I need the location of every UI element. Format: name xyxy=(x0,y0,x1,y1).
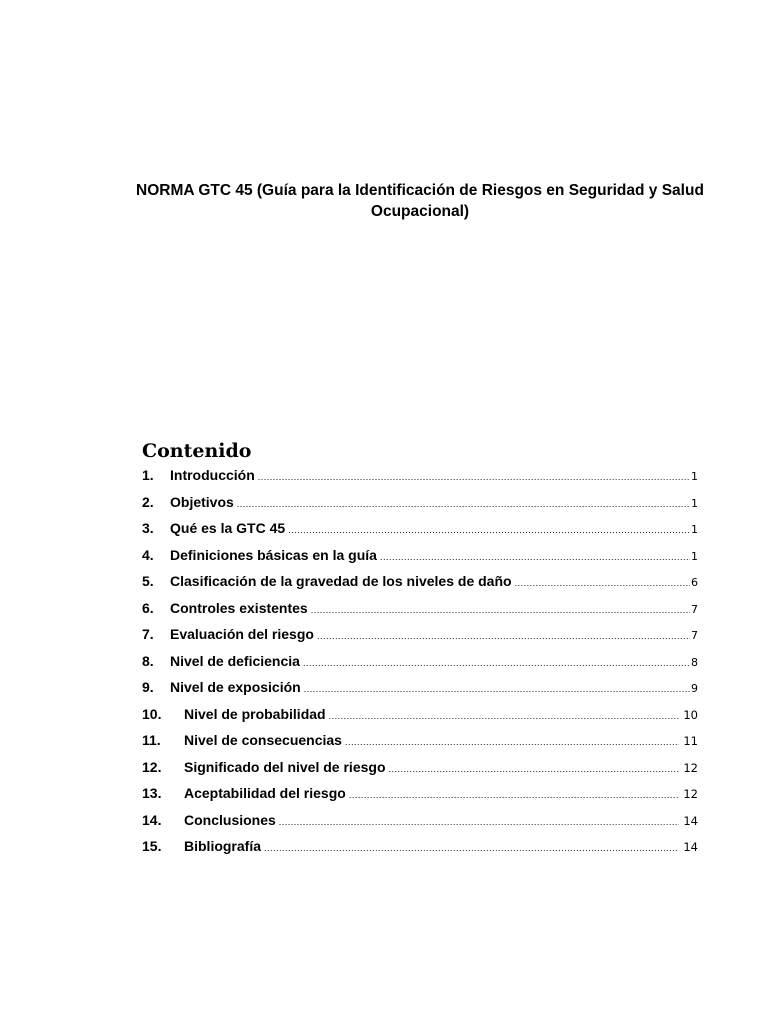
toc-entry-evaluacion[interactable] xyxy=(142,621,698,648)
toc-entry-label[interactable]: Nivel de exposición xyxy=(170,679,301,695)
toc-entry-que-es-gtc45[interactable] xyxy=(142,515,698,542)
toc-entry-probabilidad[interactable] xyxy=(142,701,698,728)
toc-entry-page: 9 xyxy=(691,682,698,695)
toc-entry-number: 11. xyxy=(142,732,161,748)
toc-entry-page: 12 xyxy=(683,787,698,801)
toc-entry-page: 1 xyxy=(691,496,698,510)
toc-entry-number: 5. xyxy=(142,573,154,589)
toc-entry-label[interactable]: Nivel de consecuencias xyxy=(184,732,342,748)
toc-entry-number: 4. xyxy=(142,546,154,563)
toc-entry-number: 13. xyxy=(142,785,162,801)
toc-entry-label[interactable]: Aceptabilidad del riesgo xyxy=(184,785,346,801)
toc-entry-number: 15. xyxy=(142,838,162,854)
toc-entry-number: 2. xyxy=(142,493,154,510)
toc-entry-label[interactable]: Controles existentes xyxy=(170,599,308,616)
toc-entry-number: 14. xyxy=(142,811,162,828)
toc-entry-definiciones[interactable] xyxy=(142,542,698,569)
toc-entry-introduccion[interactable] xyxy=(142,462,698,489)
toc-entry-label[interactable]: Qué es la GTC 45 xyxy=(170,520,286,536)
dot-leader xyxy=(304,676,690,703)
toc-entry-page: 7 xyxy=(691,629,698,642)
dot-leader xyxy=(515,570,690,597)
dot-leader xyxy=(288,517,690,544)
dot-leader xyxy=(389,756,680,783)
toc-entry-label[interactable]: Nivel de deficiencia xyxy=(170,652,300,669)
dot-leader xyxy=(258,464,690,491)
toc-entry-label[interactable]: Bibliografía xyxy=(184,838,262,854)
toc-entry-consecuencias[interactable] xyxy=(142,727,698,754)
toc-entry-page: 1 xyxy=(691,523,698,536)
toc-entry-significado[interactable] xyxy=(142,754,698,781)
toc-entry-page: 14 xyxy=(683,813,698,828)
dot-leader xyxy=(329,703,680,730)
toc-entry-page: 8 xyxy=(691,655,698,669)
dot-leader xyxy=(349,782,680,809)
dot-leader xyxy=(311,597,690,624)
toc-entry-label[interactable]: Evaluación del riesgo xyxy=(170,626,314,642)
toc-entry-page: 7 xyxy=(691,602,698,616)
dot-leader xyxy=(303,650,690,677)
toc-entry-objetivos[interactable] xyxy=(142,489,698,516)
toc-entry-conclusiones[interactable] xyxy=(142,807,698,834)
toc-entry-page: 14 xyxy=(683,840,698,854)
toc-entry-number: 3. xyxy=(142,520,154,536)
toc-entry-number: 12. xyxy=(142,758,162,775)
toc-entry-page: 1 xyxy=(691,470,698,483)
table-of-contents xyxy=(142,462,698,860)
toc-entry-label[interactable]: Objetivos xyxy=(170,493,234,510)
toc-entry-exposicion[interactable] xyxy=(142,674,698,701)
toc-entry-label[interactable]: Nivel de probabilidad xyxy=(184,705,326,722)
toc-entry-number: 1. xyxy=(142,467,154,483)
toc-entry-number: 6. xyxy=(142,599,154,616)
toc-entry-label[interactable]: Conclusiones xyxy=(184,811,276,828)
toc-entry-page: 12 xyxy=(683,760,698,775)
toc-entry-page: 1 xyxy=(691,549,698,563)
toc-entry-number: 10. xyxy=(142,705,162,722)
document-title xyxy=(130,180,710,222)
toc-entry-label[interactable]: Introducción xyxy=(170,467,255,483)
dot-leader xyxy=(317,623,690,650)
toc-entry-label[interactable]: Significado del nivel de riesgo xyxy=(184,758,386,775)
toc-entry-page: 10 xyxy=(683,707,698,722)
dot-leader xyxy=(380,544,690,571)
toc-heading: Contenido xyxy=(142,440,252,462)
document-title-line-2: Ocupacional) xyxy=(370,203,470,220)
toc-entry-aceptabilidad[interactable] xyxy=(142,780,698,807)
toc-entry-deficiencia[interactable] xyxy=(142,648,698,675)
toc-entry-page: 11 xyxy=(683,734,698,748)
dot-leader xyxy=(345,729,679,756)
toc-entry-number: 7. xyxy=(142,626,154,642)
toc-entry-clasificacion[interactable] xyxy=(142,568,698,595)
dot-leader xyxy=(279,809,680,836)
dot-leader xyxy=(264,835,679,862)
toc-entry-bibliografia[interactable] xyxy=(142,833,698,860)
dot-leader xyxy=(237,491,690,518)
toc-entry-number: 8. xyxy=(142,652,154,669)
toc-entry-label[interactable]: Definiciones básicas en la guía xyxy=(170,546,377,563)
toc-entry-page: 6 xyxy=(691,576,698,589)
document-title-line-1: NORMA GTC 45 (Guía para la Identificación de Riesgos en Seguridad y Salud xyxy=(136,182,704,199)
toc-entry-label[interactable]: Clasificación de la gravedad de los niveles de daño xyxy=(170,573,512,589)
toc-entry-controles[interactable] xyxy=(142,595,698,622)
toc-entry-number: 9. xyxy=(142,679,154,695)
